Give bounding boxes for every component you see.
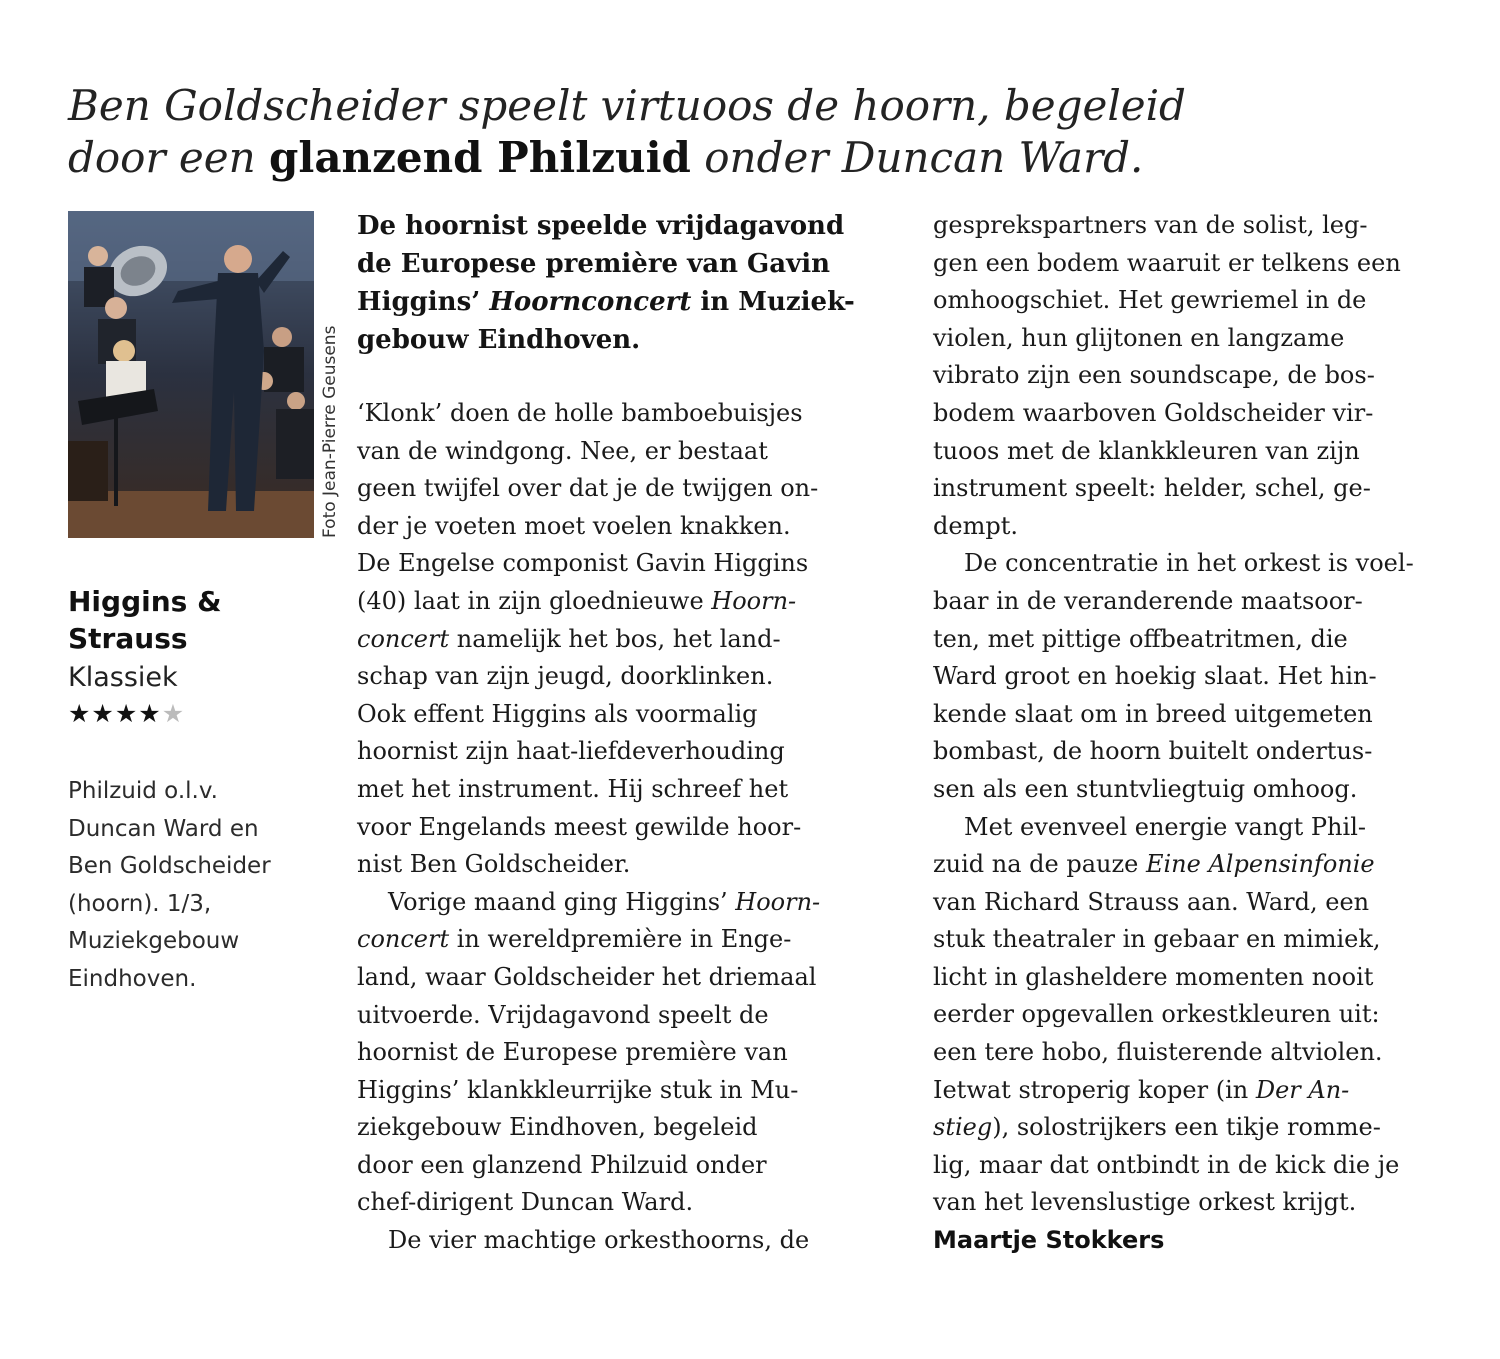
lead-text: Higgins’ — [357, 287, 490, 317]
body-line: hoornist zijn haat-liefdeverhouding — [357, 737, 785, 766]
star-filled-icon: ★ — [114, 699, 139, 728]
body-line: ‘Klonk’ doen de holle bamboebuisjes — [357, 399, 803, 427]
body-italic: stieg — [933, 1113, 993, 1142]
body-line: kende slaat om in breed uitgemeten — [933, 699, 1373, 728]
body-line: van Richard Strauss aan. Ward, een — [933, 887, 1370, 916]
body-line: sen als een stuntvliegtuig omhoog. — [933, 774, 1358, 803]
body-line: hoornist de Europese première van — [357, 1038, 788, 1067]
detail-line: Duncan Ward en — [68, 815, 259, 842]
detail-line: Eindhoven. — [68, 965, 197, 992]
body-line: ten, met pittige offbeatritmen, die — [933, 624, 1348, 653]
body-line: nist Ben Goldscheider. — [357, 850, 631, 879]
body-line: van het levenslustige orkest krijgt. — [933, 1188, 1357, 1217]
detail-line: (hoorn). 1/3, — [68, 890, 212, 917]
body-line: ziekgebouw Eindhoven, begeleid — [357, 1113, 758, 1142]
headline-line-2-start: door een — [68, 133, 269, 182]
headline-line-2 — [68, 132, 1268, 184]
body-line: instrument speelt: helder, schel, ge- — [933, 474, 1371, 503]
body-line: De vier machtige orkesthoorns, de — [388, 1226, 810, 1255]
star-empty-icon: ★ — [161, 699, 186, 728]
detail-line: Philzuid o.l.v. — [68, 778, 218, 804]
lead-work-title: Hoornconcert — [489, 287, 692, 317]
body-line: bombast, de hoorn buitelt ondertus- — [933, 737, 1373, 766]
body-line — [357, 884, 892, 922]
body-line: vibrato zijn een soundscape, de bos- — [933, 361, 1375, 390]
body-line: gesprekspartners van de solist, leg- — [933, 211, 1368, 239]
headline-line-1: Ben Goldscheider speelt virtuoos de hoorn, begeleid — [68, 81, 1186, 130]
body-line: De Engelse componist Gavin Higgins — [357, 549, 809, 578]
body-italic: Der An- — [1255, 1075, 1350, 1104]
lead-line — [357, 283, 897, 321]
body-column-right — [933, 207, 1473, 1260]
lead-line: gebouw Eindhoven. — [357, 325, 641, 355]
lead-text: in Muziek- — [691, 287, 855, 317]
body-text: Ietwat stroperig koper (in — [933, 1075, 1256, 1104]
body-line: violen, hun glijtonen en langzame — [933, 323, 1345, 352]
body-line — [357, 583, 892, 621]
author-byline: Maartje Stokkers — [933, 1226, 1165, 1255]
review-title — [68, 583, 298, 657]
body-text: in wereldpremière in Enge- — [449, 925, 792, 954]
body-text: (40) laat in zijn gloednieuwe — [357, 586, 712, 615]
body-line: gen een bodem waaruit er telkens een — [933, 248, 1401, 277]
star-filled-icon: ★ — [91, 699, 115, 728]
body-text: Vorige maand ging Higgins’ — [388, 887, 736, 916]
review-genre: Klassiek — [68, 662, 178, 693]
body-line: Ook effent Higgins als voormalig — [357, 699, 758, 728]
body-line: door een glanzend Philzuid onder — [357, 1150, 767, 1179]
body-line: van de windgong. Nee, er bestaat — [357, 436, 768, 465]
star-rating — [68, 697, 185, 731]
body-line: Higgins’ klankkleurrijke stuk in Mu- — [357, 1075, 799, 1104]
concert-photo — [68, 211, 314, 538]
body-line: met het instrument. Hij schreef het — [357, 774, 789, 803]
body-italic: concert — [357, 925, 450, 954]
body-line: dempt. — [933, 511, 1018, 540]
body-line: uitvoerde. Vrijdagavond speelt de — [357, 1000, 769, 1029]
headline-line-2-end: onder Duncan Ward. — [690, 133, 1144, 182]
body-line: geen twijfel over dat je de twijgen on- — [357, 474, 819, 503]
photo-credit: Foto Jean-Pierre Geusens — [320, 325, 340, 538]
body-line: Ward groot en hoekig slaat. Het hin- — [933, 662, 1377, 691]
review-details — [68, 773, 308, 999]
body-line: der je voeten moet voelen knakken. — [357, 511, 791, 540]
body-line: tuoos met de klankkleuren van zijn — [933, 436, 1360, 465]
review-title-line-1: Higgins & — [68, 585, 222, 618]
body-italic: Hoorn- — [711, 586, 797, 615]
body-line — [933, 846, 1473, 884]
body-line: lig, maar dat ontbindt in de kick die je — [933, 1150, 1400, 1179]
body-text: namelijk het bos, het land- — [449, 624, 781, 653]
body-line: omhoogschiet. Het gewriemel in de — [933, 286, 1367, 315]
lead-paragraph — [357, 207, 897, 359]
lead-line: de Europese première van Gavin — [357, 249, 830, 279]
headline-emphasis: glanzend Philzuid — [269, 133, 691, 182]
body-line: licht in glasheldere momenten nooit — [933, 962, 1374, 991]
body-column-middle — [357, 395, 892, 1260]
body-line — [933, 1072, 1473, 1110]
body-italic: concert — [357, 624, 450, 653]
body-text: zuid na de pauze — [933, 850, 1146, 879]
lead-line: De hoornist speelde vrijdagavond — [357, 211, 845, 241]
body-italic: Hoorn- — [735, 887, 821, 916]
body-line: stuk theatraler in gebaar en mimiek, — [933, 925, 1381, 954]
body-line: land, waar Goldscheider het driemaal — [357, 962, 817, 991]
body-line — [357, 921, 892, 959]
body-text: ), solostrijkers een tikje romme- — [992, 1113, 1381, 1142]
body-line: eerder opgevallen orkestkleuren uit: — [933, 1000, 1380, 1029]
body-line: voor Engelands meest gewilde hoor- — [357, 812, 802, 841]
star-filled-icon: ★ — [138, 699, 162, 728]
body-line: baar in de veranderende maatsoor- — [933, 586, 1363, 615]
star-filled-icon: ★ — [68, 699, 92, 728]
detail-line: Ben Goldscheider — [68, 853, 271, 880]
body-line — [357, 621, 892, 659]
body-line: Met evenveel energie vangt Phil- — [964, 812, 1366, 841]
body-line: bodem waarboven Goldscheider vir- — [933, 398, 1374, 427]
body-italic: Eine Alpensinfonie — [1145, 850, 1375, 879]
body-line: De concentratie in het orkest is voel- — [964, 549, 1414, 578]
detail-line: Muziekgebouw — [68, 928, 240, 955]
headline — [68, 80, 1268, 184]
body-line: schap van zijn jeugd, doorklinken. — [357, 662, 774, 691]
body-line: een tere hobo, fluisterende altviolen. — [933, 1038, 1383, 1067]
review-title-line-2: Strauss — [68, 622, 188, 655]
body-line: chef-dirigent Duncan Ward. — [357, 1188, 694, 1217]
body-line — [933, 1109, 1473, 1147]
